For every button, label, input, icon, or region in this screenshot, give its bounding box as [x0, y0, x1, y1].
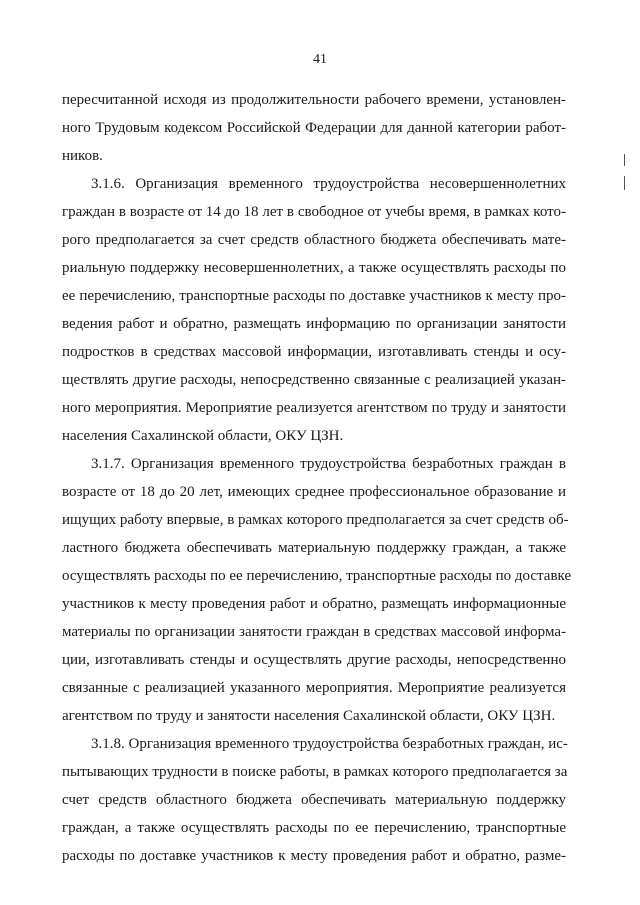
text-line: связанные с реализацией указанного мероприятия. Мероприятие реализуется [62, 680, 566, 696]
text-line: ластного бюджета обеспечивать материальную поддержку граждан, а также [62, 540, 566, 556]
page-number: 41 [313, 52, 327, 67]
text-line: населения Сахалинской области, ОКУ ЦЗН. [62, 428, 344, 444]
text-line: ников. [62, 148, 103, 164]
text-line: риальную поддержку несовершеннолетних, а также осуществлять расходы по [62, 260, 566, 276]
text-line: расходы по доставке участников к месту проведения работ и обратно, разме- [62, 848, 566, 864]
text-line: пересчитанной исходя из продолжительности рабочего времени, установлен- [62, 92, 566, 108]
text-line: ного Трудовым кодексом Российской Федерации для данной категории работ- [62, 120, 566, 136]
text-line: ее перечислению, транспортные расходы по доставке участников к месту про- [62, 288, 566, 304]
text-line: граждан, а также осуществлять расходы по ее перечислению, транспортные [62, 820, 566, 836]
text-line: подростков в средствах массовой информации, изготавливать стенды и осу- [62, 344, 566, 360]
text-line: 3.1.8. Организация временного трудоустройства безработных граждан, ис- [91, 736, 568, 752]
margin-mark [624, 154, 625, 166]
text-line: ществлять другие расходы, непосредственно связанные с реализацией указан- [62, 372, 566, 388]
text-line: возрасте от 18 до 20 лет, имеющих среднее профессиональное образование и [62, 484, 566, 500]
text-line: счет средств областного бюджета обеспечивать материальную поддержку [62, 792, 566, 808]
text-line: агентством по труду и занятости населения Сахалинской области, ОКУ ЦЗН. [62, 708, 556, 724]
margin-mark [624, 176, 625, 190]
text-line: рого предполагается за счет средств областного бюджета обеспечивать мате- [62, 232, 566, 248]
text-line: ищущих работу впервые, в рамках которого предполагается за счет средств об- [62, 512, 569, 528]
text-line: граждан в возрасте от 14 до 18 лет в свободное от учебы время, в рамках кото- [62, 204, 566, 220]
text-line: ции, изготавливать стенды и осуществлять другие расходы, непосредственно [62, 652, 566, 668]
text-line: 3.1.7. Организация временного трудоустройства безработных граждан в [91, 456, 566, 472]
text-line: осуществлять расходы по ее перечислению, транспортные расходы по доставке [62, 568, 572, 584]
text-line: ного мероприятия. Мероприятие реализуется агентством по труду и занятости [62, 400, 566, 416]
text-line: участников к месту проведения работ и обратно, размещать информационные [62, 596, 566, 612]
text-line: ведения работ и обратно, размещать информацию по организации занятости [62, 316, 566, 332]
text-line: пытывающих трудности в поиске работы, в рамках которого предполагается за [62, 764, 568, 780]
text-line: 3.1.6. Организация временного трудоустройства несовершеннолетних [91, 176, 566, 192]
text-line: материалы по организации занятости граждан в средствах массовой информа- [62, 624, 566, 640]
